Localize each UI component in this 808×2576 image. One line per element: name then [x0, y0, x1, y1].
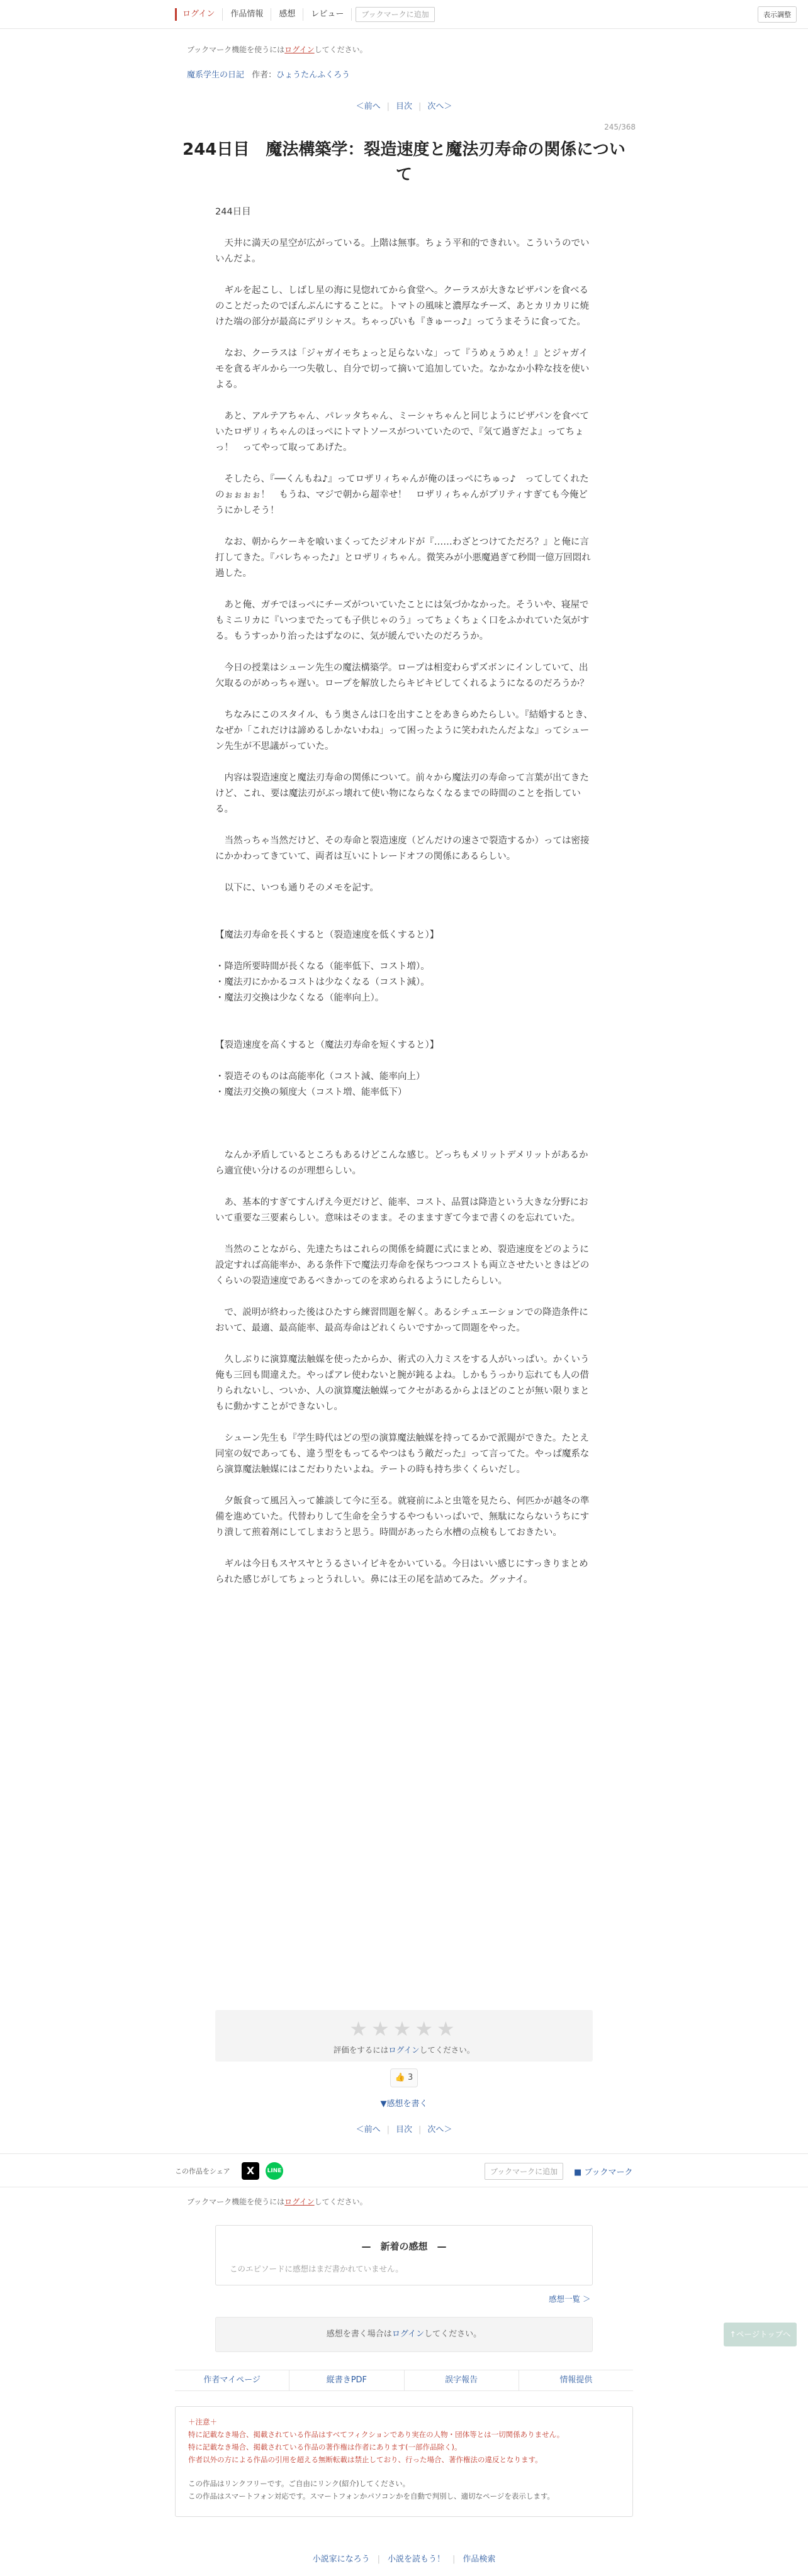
x-share-icon[interactable]: X: [242, 2162, 259, 2180]
blank-line: [215, 220, 593, 236]
body-paragraph: ・魔法刃交換は少なくなる（能率向上）。: [215, 993, 384, 1003]
footer-links-row: [175, 2370, 633, 2391]
body-paragraph: 当然っちゃ当然だけど、その寿命と裂造速度（どんだけの速さで裂造するか）っては密接にかかわってきていて、両者は互いにトレードオフの関係にあるらしい。: [215, 836, 590, 862]
blank-line: [215, 1116, 593, 1132]
blank-line: [215, 1179, 593, 1195]
blank-line: [215, 582, 593, 597]
bookmark-note-login-link[interactable]: ログイン: [284, 2197, 315, 2206]
star-icon[interactable]: ★: [415, 2017, 437, 2041]
blank-line: [215, 1289, 593, 1305]
novel-search-link[interactable]: 作品検索: [463, 2555, 496, 2564]
prev-link[interactable]: ＜前へ: [356, 2125, 381, 2135]
line-share-icon[interactable]: LINE: [266, 2162, 283, 2180]
blank-line: [215, 1336, 593, 1352]
notice-line: この作品はリンクフリーです。ご自由にリンク(紹介)してください。: [188, 2479, 410, 2488]
write-impression-login-box: [215, 2317, 593, 2352]
blank-line: [215, 456, 593, 472]
top-bar: [0, 0, 808, 29]
author-link[interactable]: ひょうたんふくろう: [276, 70, 351, 80]
body-paragraph: 【裂造速度を高くすると（魔法刃寿命を短くすると）】: [215, 1040, 439, 1050]
nav-impressions[interactable]: 感想: [271, 8, 303, 21]
body-paragraph: ・魔法刃交換の頻度大（コスト増、能率低下）: [215, 1087, 407, 1097]
star-icon[interactable]: ★: [349, 2017, 371, 2041]
display-settings-button[interactable]: 表示調整: [758, 6, 797, 23]
info-report-link[interactable]: 情報提供: [559, 2375, 593, 2385]
blank-line: [215, 912, 593, 928]
body-paragraph: あ、基本的すぎてすんげえ今更だけど、能率、コスト、品質は降造という大きな分野において重要な三要素らしい。意味はそのまま。そのまますぎて今まで書くのを忘れていた。: [215, 1197, 588, 1223]
body-paragraph: ギルを起こし、しばし星の海に見惚れてから食堂へ。クーラスが大きなピザパンを食べるのことだったのでぼんぷんにすることに。トマトの風味と濃厚なチーズ、あとカリカリに焼けた端の部分が最高にデリシャス。ちゃっぴいも『きゅーっ♪』ってうまそうに食ってた。: [215, 286, 590, 327]
blank-line: [215, 519, 593, 535]
body-paragraph: そしたら、『──くんもね♪』ってロザリィちゃんが俺のほっぺにちゅっ♪ ってしてくれたのぉぉぉぉ！ もうね、マジで朝から超幸せ！ ロザリィちゃんがプリティすぎても今俺どうにかしそう！: [215, 474, 589, 516]
notice-box: [175, 2406, 633, 2517]
rating-login-note: [215, 2044, 593, 2055]
notice-line: 作者以外の方による作品の引用を超える無断転載は禁止しており、行った場合、著作権法の違反となります。: [188, 2455, 542, 2464]
author-mypage-link[interactable]: 作者マイページ: [175, 2370, 289, 2390]
blank-line: [215, 1022, 593, 1038]
pager-separator: |: [386, 102, 390, 111]
next-link[interactable]: 次へ＞: [427, 102, 452, 111]
like-count: 3: [408, 2073, 413, 2082]
blank-line: [215, 943, 593, 959]
toc-link[interactable]: 目次: [395, 102, 412, 111]
body-paragraph: あと俺、ガチでほっぺにチーズがついていたことには気づかなかった。そういや、寝屋でもミニリカに『いつまでたっても子供じゃのう』ってちょくちょく口をふかれていた気がする。もうすっかり治ったはずなのに、気が緩んでいたのだろうか。: [215, 600, 590, 641]
latest-impressions-box: [215, 2225, 593, 2285]
blank-line: [215, 267, 593, 283]
body-paragraph: なお、クーラスは「ジャガイモちょっと足らないな」って『うめぇうめぇ！』とジャガイモを貪るギルから一つ失敬し、自分で切って摘いて追加していた。なかなか小粋な技を使いよる。: [215, 348, 590, 390]
rating-note-suffix: してください。: [419, 2045, 475, 2055]
typo-report-link[interactable]: 誤字報告: [405, 2370, 519, 2390]
like-button[interactable]: [390, 2068, 418, 2087]
body-paragraph: 今日の授業はシューン先生の魔法構築学。ロープは相変わらずズボンにインしていて、出欠取るのがめっちゃ遅い。ロープを解放したらキビキビしてくれるようになるのだろうか？: [215, 663, 589, 689]
bookmark-note-login-link[interactable]: ログイン: [284, 45, 315, 54]
rating-note-prefix: 評価をするには: [333, 2045, 389, 2055]
blank-line: [215, 1101, 593, 1116]
bookmark-login-note-bottom: [187, 2196, 368, 2207]
impressions-list-link[interactable]: 感想一覧 ＞: [549, 2294, 591, 2304]
body-paragraph: 夕飯食って風呂入って雑談して今に至る。就寝前にふと虫篭を見たら、何匹かが越冬の準備を進めていた。代替わりして生命を全うするやつもいっぱいで、無駄にならないうちにすり潰して煎着剤にしてしまおうと思う。時間があったら水槽の点検もしておきたい。: [215, 1496, 590, 1538]
prev-link[interactable]: ＜前へ: [356, 102, 381, 111]
body-paragraph: なんか矛盾しているところもあるけどこんな感じ。どっちもメリットデメリットがあるから適宜使い分けるのが理想らしい。: [215, 1150, 588, 1176]
yomou-link[interactable]: 小説を読もう！: [387, 2555, 445, 2564]
body-paragraph: 天井に満天の星空が広がっている。上階は無事。ちょう平和的できれい。こういうのでいいんだよ。: [215, 238, 590, 264]
blank-line: [215, 1226, 593, 1242]
body-paragraph: で、説明が終わった後はひたすら練習問題を解く。あるシチュエーションでの降造条件において、最適、最高能率、最高寿命はどれくらいですかって問題をやった。: [215, 1307, 588, 1333]
nav-novel-info[interactable]: 作品情報: [223, 8, 271, 21]
author-label: 作者：: [252, 70, 277, 80]
star-icon[interactable]: ★: [437, 2017, 459, 2041]
share-label: この作品をシェア: [175, 2167, 230, 2175]
blank-line: [215, 393, 593, 409]
bookmark-note-suffix: してください。: [314, 2197, 368, 2206]
pager-separator: |: [418, 102, 422, 111]
pager-bottom: [0, 2123, 808, 2135]
body-paragraph: 以下に、いつも通りそのメモを記す。: [215, 883, 379, 893]
star-icon[interactable]: ★: [371, 2017, 393, 2041]
vertical-pdf-link[interactable]: 縦書きPDF: [289, 2370, 404, 2390]
body-paragraph: なお、朝からケーキを喰いまくってたジオルドが『……わざとつけてただろ？』と俺に言打してきた。『バレちゃった♪』とロザリィちゃん。微笑みが小悪魔過ぎて秒間一億万回悶れ過した。: [215, 537, 591, 579]
blank-line: [215, 865, 593, 880]
rating-stars[interactable]: [215, 2018, 593, 2040]
blank-line: [215, 1415, 593, 1431]
blank-line: [215, 330, 593, 346]
blank-line: [215, 1053, 593, 1069]
novel-body: [215, 204, 593, 1588]
latest-impressions-heading: — 新着の感想 —: [361, 2241, 447, 2252]
body-paragraph: シューン先生も『学生時代はどの型の演算魔法触媒を持ってるかで派閥ができた。たとえ同室の奴であっても、違う型をもってるやつはもう敵だった』って言ってた。やっぱ魔系なら演算魔法触媒にはこだわりたいよね。テートの時も持ち歩くくらいだし。: [215, 1433, 590, 1475]
toc-link[interactable]: 目次: [395, 2125, 412, 2135]
body-paragraph: ・降造所要時間が長くなる（能率低下、コスト増）。: [215, 962, 430, 972]
pager-top: [0, 99, 808, 111]
notice-title: ＋注意＋: [188, 2418, 217, 2426]
bookmark-add-button[interactable]: ブックマークに追加: [356, 7, 434, 22]
rating-login-link[interactable]: ログイン: [388, 2045, 420, 2055]
top-nav: [175, 6, 435, 23]
bookmark-login-note: [187, 44, 368, 55]
bookmark-label: ブックマーク: [584, 2168, 633, 2177]
write-impression-toggle[interactable]: ▼感想を書く: [380, 2099, 428, 2109]
blank-line: [215, 692, 593, 708]
blank-line: [215, 1541, 593, 1557]
nav-login[interactable]: ログイン: [175, 8, 223, 21]
body-paragraph: 久しぶりに演算魔法触媒を使ったからか、術式の入力ミスをする人がいっぱい。かくいう俺も三回も間違えた。やっぱアレ使わないと腕が鈍るよね。しかもうっかり忘れても人の借りられないし、ついか、人の演算魔法触媒ってクセがあるからよほどのことが無い限りまともに動かすことができないし。: [215, 1355, 590, 1412]
bottom-links: [0, 2552, 808, 2564]
share-bar: [0, 2153, 808, 2187]
body-paragraph: あと、アルテアちゃん、パレッタちゃん、ミーシャちゃんと同じようにピザパンを食べていたロザリィちゃんのほっぺにトマトソースがついていたので、『気て過ぎだよ』ってちょっ！ ってやって取ってあげた。: [215, 411, 590, 453]
episode-count: 245/368: [604, 123, 636, 131]
rating-box: [215, 2010, 593, 2062]
body-paragraph: 当然のことながら、先達たちはこれらの関係を綺麗に式にまとめ、裂造速度をどのように設定すれば高能率か、ある条件下で魔法刃寿命を保ちつつコストも両立させたいときはどのくらいの裂造速度であるべきかってのを求められるようにしたらしい。: [215, 1245, 590, 1286]
blank-line: [215, 896, 593, 912]
body-paragraph: ・魔法刃にかかるコストは少なくなる（コスト減）。: [215, 977, 430, 987]
bookmark-icon: ■: [574, 2168, 582, 2177]
blank-line: [215, 755, 593, 770]
no-impressions-text: このエピソードに感想はまだ書かれていません。: [230, 2264, 403, 2273]
series-title-link[interactable]: 魔系学生の日記: [187, 70, 245, 80]
body-paragraph: ギルは今日もスヤスヤとうるさいイビキをかいている。今日はいい感じにすっきりまとめられた感じがしてちょっとうれしい。鼻には王の尾を詰めてみた。グッナイ。: [215, 1559, 588, 1585]
body-paragraph: ちなみにこのスタイル、もう奥さんは口を出すことをあきらめたらしい。『結婚するとき、なぜか「これだけは諦めるしかないわね」って困ったように笑われたんだよな』ってシューン先生が不思議がっていた。: [215, 710, 593, 752]
body-paragraph: 【魔法刃寿命を長くすると（裂造速度を低くすると）】: [215, 930, 439, 940]
thumbs-up-icon: 👍: [395, 2073, 405, 2082]
bookmark-note-prefix: ブックマーク機能を使うには: [187, 45, 285, 54]
write-box-login-link[interactable]: ログイン: [391, 2329, 425, 2339]
bookmark-note-prefix: ブックマーク機能を使うには: [187, 2197, 285, 2206]
body-paragraph: 内容は裂造速度と魔法刃寿命の関係について。前々から魔法刃の寿命って言葉が出てきたけど、これ、要は魔法刃がぶっ壊れて使い物にならなくなるまでの時間のことを指している。: [215, 773, 589, 814]
nav-reviews[interactable]: レビュー: [303, 8, 352, 21]
page-top-button[interactable]: ↑ページトップへ: [724, 2323, 797, 2346]
blank-line: [215, 1006, 593, 1022]
body-paragraph: ・裂造そのものは高能率化（コスト減、能率向上）: [215, 1072, 425, 1082]
notice-line: この作品はスマートフォン対応です。スマートフォンかパソコンかを自動で判別し、適切なページを表示します。: [188, 2492, 554, 2501]
notice-line: 特に記載なき場合、掲載されている作品はすべてフィクションであり実在の人物・団体等とは一切関係ありません。: [188, 2430, 564, 2439]
bookmark-link[interactable]: [574, 2165, 633, 2177]
write-box-suffix: してください。: [424, 2329, 482, 2339]
blank-line: [215, 1478, 593, 1494]
notice-line: 特に記載なき場合、掲載されている作品の著作権は作者にあります(一部作品除く)。: [188, 2443, 462, 2451]
shosetsuka-link[interactable]: 小説家になろう: [312, 2555, 370, 2564]
blank-line: [215, 645, 593, 660]
bookmark-note-suffix: してください。: [314, 45, 368, 54]
pager-separator: |: [418, 2125, 422, 2135]
link-separator: |: [377, 2555, 380, 2564]
chapter-title: 244日目 魔法構築学：裂造速度と魔法刃寿命の関係について: [182, 140, 626, 184]
blank-line: [215, 1132, 593, 1148]
pager-separator: |: [386, 2125, 390, 2135]
series-info: [187, 68, 350, 80]
blank-line: [215, 818, 593, 833]
link-separator: |: [452, 2555, 456, 2564]
star-icon[interactable]: ★: [393, 2017, 415, 2041]
write-box-prefix: 感想を書く場合は: [326, 2329, 392, 2339]
body-paragraph: 244日目: [215, 207, 251, 217]
bookmark-add-button-bottom[interactable]: ブックマークに追加: [485, 2163, 563, 2180]
next-link[interactable]: 次へ＞: [427, 2125, 452, 2135]
